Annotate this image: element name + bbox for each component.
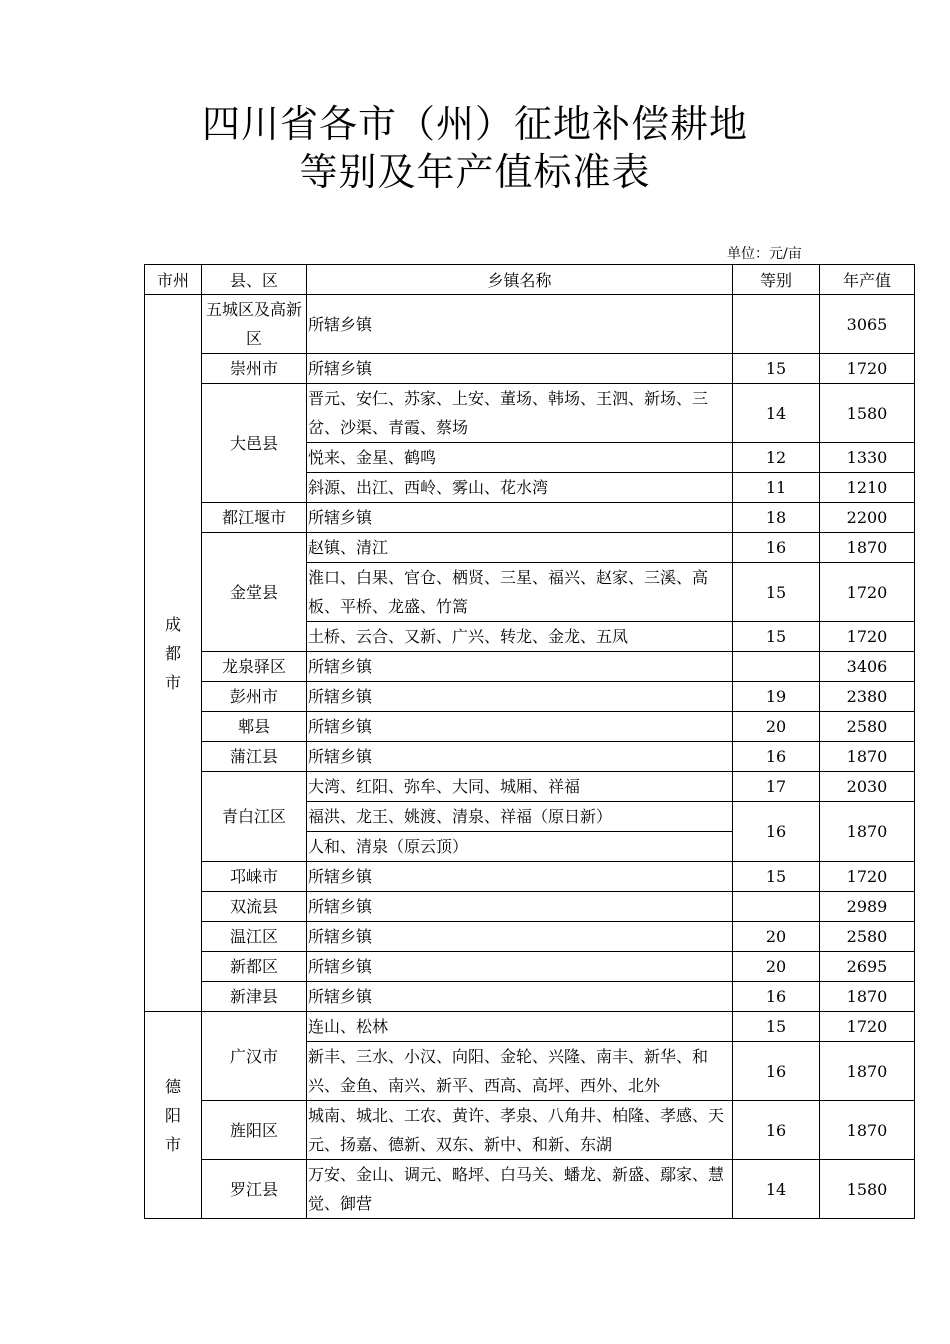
grade-cell: 18 [733,503,820,533]
value-cell: 1330 [820,443,915,473]
towns-cell: 悦来、金星、鹤鸣 [307,443,733,473]
county-cell: 龙泉驿区 [202,652,307,682]
grade-cell: 16 [733,982,820,1012]
table-row [145,892,915,922]
towns-cell: 所辖乡镇 [307,652,733,682]
table-row [145,1012,915,1042]
towns-cell: 所辖乡镇 [307,295,733,354]
value-cell: 2030 [820,772,915,802]
table-row [145,295,915,354]
county-cell: 崇州市 [202,354,307,384]
towns-cell: 斜源、出江、西岭、雾山、花水湾 [307,473,733,503]
value-cell: 1870 [820,982,915,1012]
county-cell [202,772,307,862]
county-cell: 新都区 [202,952,307,982]
table-row [145,384,915,443]
header-row [145,265,915,295]
value-cell: 3065 [820,295,915,354]
county-cell: 郫县 [202,712,307,742]
county-cell: 旌阳区 [202,1101,307,1160]
grade-cell: 14 [733,1160,820,1219]
grade-cell: 16 [733,533,820,563]
value-cell: 1870 [820,802,915,862]
value-cell: 1580 [820,1160,915,1219]
grade-cell: 16 [733,802,820,862]
grade-cell: 20 [733,922,820,952]
table-row [145,682,915,712]
value-cell: 1870 [820,742,915,772]
county-cell: 金堂县 [202,533,307,652]
value-cell: 1720 [820,1012,915,1042]
table-row [145,533,915,563]
table-row [145,862,915,892]
grade-cell: 15 [733,563,820,622]
towns-cell: 淮口、白果、官仓、栖贤、三星、福兴、赵家、三溪、高板、平桥、龙盛、竹篙 [307,563,733,622]
county-cell: 五城区及高新区 [202,295,307,354]
value-cell: 2380 [820,682,915,712]
table-row [145,952,915,982]
towns-cell: 土桥、云合、又新、广兴、转龙、金龙、五凤 [307,622,733,652]
value-cell: 1720 [820,862,915,892]
county-cell: 邛崃市 [202,862,307,892]
towns-cell: 福洪、龙王、姚渡、清泉、祥福（原日新） [307,802,733,832]
towns-cell: 赵镇、清江 [307,533,733,563]
grade-cell [733,652,820,682]
towns-cell: 连山、松林 [307,1012,733,1042]
value-cell: 2580 [820,922,915,952]
header-grade: 等别 [733,265,820,295]
towns-cell: 所辖乡镇 [307,682,733,712]
grade-cell: 11 [733,473,820,503]
towns-cell: 新丰、三水、小汉、向阳、金轮、兴隆、南丰、新华、和兴、金鱼、南兴、新平、西高、高坪、西外、北外 [307,1042,733,1101]
value-cell: 2200 [820,503,915,533]
grade-cell: 19 [733,682,820,712]
towns-cell: 所辖乡镇 [307,982,733,1012]
towns-cell: 晋元、安仁、苏家、上安、董场、韩场、王泗、新场、三岔、沙渠、青霞、蔡场 [307,384,733,443]
county-label-qingbaijiang: 青白江区 [222,807,287,826]
towns-cell: 城南、城北、工农、黄许、孝泉、八角井、柏隆、孝感、天元、扬嘉、德新、双东、新中、和新、东湖 [307,1101,733,1160]
grade-cell [733,892,820,922]
county-cell: 广汉市 [202,1012,307,1101]
standards-table [144,264,915,1219]
value-cell: 3406 [820,652,915,682]
county-cell: 彭州市 [202,682,307,712]
grade-cell: 12 [733,443,820,473]
header-county: 县、区 [202,265,307,295]
towns-cell: 所辖乡镇 [307,354,733,384]
value-cell: 1870 [820,1101,915,1160]
grade-cell: 15 [733,622,820,652]
grade-cell [733,295,820,354]
header-towns: 乡镇名称 [307,265,733,295]
grade-cell: 15 [733,1012,820,1042]
header-value: 年产值 [820,265,915,295]
towns-cell: 所辖乡镇 [307,712,733,742]
grade-cell: 16 [733,742,820,772]
grade-cell: 17 [733,772,820,802]
towns-cell: 人和、清泉（原云顶） [307,832,733,862]
towns-cell: 大湾、红阳、弥牟、大同、城厢、祥福 [307,772,733,802]
table-row [145,922,915,952]
grade-cell: 16 [733,1101,820,1160]
towns-cell: 万安、金山、调元、略坪、白马关、蟠龙、新盛、鄢家、慧觉、御营 [307,1160,733,1219]
county-cell: 罗江县 [202,1160,307,1219]
value-cell: 1720 [820,622,915,652]
county-cell: 双流县 [202,892,307,922]
table-row [145,1101,915,1160]
unit-note: 单位：元/亩 [727,246,802,262]
grade-cell: 20 [733,712,820,742]
county-cell: 都江堰市 [202,503,307,533]
table-row [145,742,915,772]
grade-cell: 20 [733,952,820,982]
grade-cell: 15 [733,354,820,384]
document-title-line-1: 四川省各市（州）征地补偿耕地 [201,102,748,146]
city-cell-chengdu: 成 都 市 [145,295,202,1012]
value-cell: 1210 [820,473,915,503]
towns-cell: 所辖乡镇 [307,742,733,772]
grade-cell: 15 [733,862,820,892]
table-row [145,982,915,1012]
table-row [145,712,915,742]
value-cell: 1870 [820,1042,915,1101]
grade-cell: 14 [733,384,820,443]
table-row [145,354,915,384]
table-row [145,772,915,802]
value-cell: 1720 [820,563,915,622]
value-cell: 2989 [820,892,915,922]
towns-cell: 所辖乡镇 [307,503,733,533]
table-row [145,1160,915,1219]
table-row [145,503,915,533]
document-title-line-2: 等别及年产值标准表 [299,150,651,194]
towns-cell: 所辖乡镇 [307,922,733,952]
value-cell: 2695 [820,952,915,982]
grade-cell: 16 [733,1042,820,1101]
county-cell: 大邑县 [202,384,307,503]
value-cell: 2580 [820,712,915,742]
county-cell: 新津县 [202,982,307,1012]
towns-cell: 所辖乡镇 [307,892,733,922]
table-row [145,652,915,682]
county-cell: 蒲江县 [202,742,307,772]
value-cell: 1720 [820,354,915,384]
header-city: 市州 [145,265,202,295]
value-cell: 1580 [820,384,915,443]
towns-cell: 所辖乡镇 [307,862,733,892]
value-cell: 1870 [820,533,915,563]
county-cell: 温江区 [202,922,307,952]
towns-cell: 所辖乡镇 [307,952,733,982]
city-cell-deyang: 德 阳 市 [145,1012,202,1219]
